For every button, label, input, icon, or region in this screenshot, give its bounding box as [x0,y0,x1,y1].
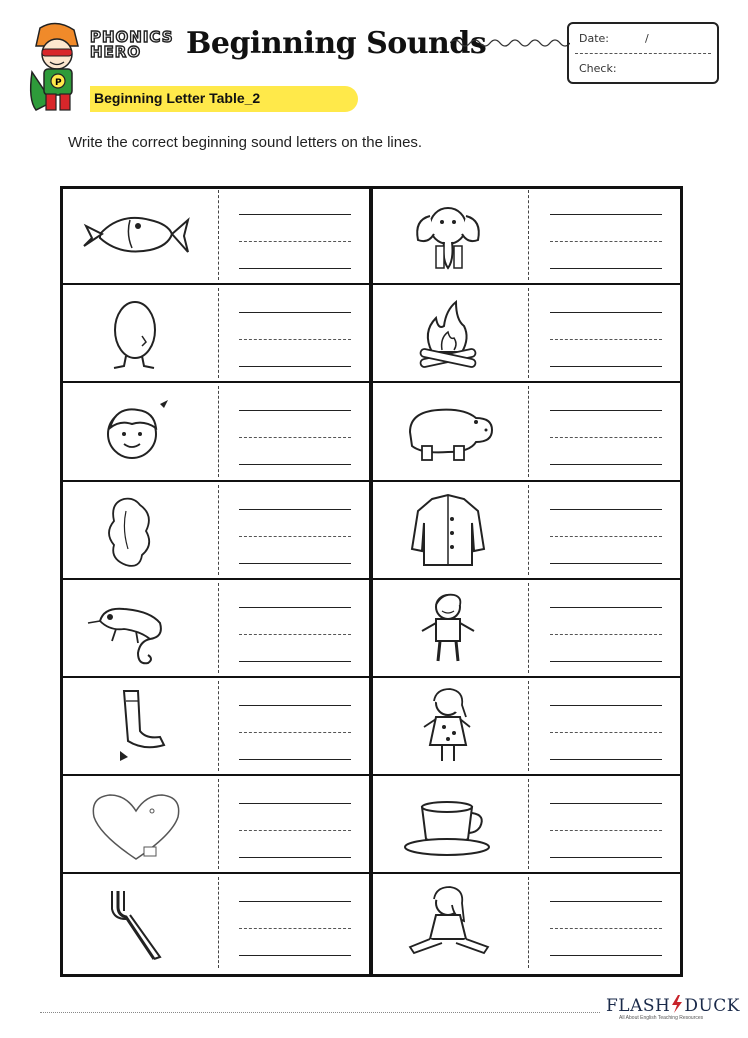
topline [550,607,662,608]
topline [239,312,351,313]
answer-writing-lines[interactable] [239,509,351,569]
date-check-box [567,22,719,84]
answer-writing-lines[interactable] [239,410,351,470]
topline [550,214,662,215]
answer-writing-lines[interactable] [550,705,662,765]
girl-icon [392,685,502,767]
midline-dashed [550,241,662,242]
table-row-divider [60,283,683,285]
fire-icon [392,292,502,374]
midline-dashed [239,437,351,438]
answer-writing-lines[interactable] [550,901,662,961]
cell-dashed-separator [218,485,219,575]
table-row-divider [60,676,683,678]
phonics-hero-mascot-icon [26,22,88,114]
midline-dashed [239,830,351,831]
baseline [550,563,662,564]
date-check-divider [575,53,711,54]
egg-icon [80,292,190,374]
svg-text:P: P [55,78,62,88]
cell-dashed-separator [218,288,219,378]
hair-icon [80,489,190,571]
table-row-divider [60,480,683,482]
cell-dashed-separator [528,583,529,673]
baseline [550,464,662,465]
face-icon [80,390,190,472]
instruction-text: Write the correct beginning sound letters on the lines. [68,134,423,151]
midline-dashed [550,732,662,733]
brand-left: FLASH [606,996,671,1016]
answer-writing-lines[interactable] [239,901,351,961]
baseline [550,759,662,760]
fork-icon [80,881,190,963]
baseline [239,268,351,269]
baseline [550,268,662,269]
baseline [239,366,351,367]
answer-writing-lines[interactable] [550,214,662,274]
topline [239,509,351,510]
cell-dashed-separator [528,190,529,280]
midline-dashed [239,634,351,635]
fish-icon [80,194,190,276]
answer-writing-lines[interactable] [550,509,662,569]
chameleon-icon [80,587,190,669]
midline-dashed [239,339,351,340]
cell-dashed-separator [218,681,219,771]
baseline [550,955,662,956]
hippo-icon [392,390,502,472]
tagline-right: Teaching Resources [657,1015,704,1021]
tagline-left: All About English [619,1015,657,1021]
table-row-divider [60,872,683,874]
page-title: Beginning Sounds [186,26,487,61]
cell-dashed-separator [218,190,219,280]
cell-dashed-separator [218,583,219,673]
midline-dashed [550,830,662,831]
logo-line-2: HERO [90,43,142,61]
table-row-divider [60,381,683,383]
answer-writing-lines[interactable] [239,705,351,765]
cell-dashed-separator [218,877,219,967]
brand-right: DUCK [684,996,741,1016]
baseline [239,857,351,858]
phonics-hero-logo [90,30,176,60]
boy-icon [392,587,502,669]
topline [239,901,351,902]
cell-dashed-separator [528,681,529,771]
midline-dashed [550,536,662,537]
cell-dashed-separator [528,779,529,869]
midline-dashed [550,437,662,438]
brand-tagline [619,1015,703,1021]
logo-line-1: PHONICS [90,28,174,46]
answer-writing-lines[interactable] [239,607,351,667]
topline [550,803,662,804]
topline [550,705,662,706]
cup-icon [392,783,502,865]
check-label: Check: [579,62,617,75]
answer-writing-lines[interactable] [550,410,662,470]
cell-dashed-separator [528,485,529,575]
topline [550,509,662,510]
baseline [239,955,351,956]
arm-icon [80,685,190,767]
answer-writing-lines[interactable] [239,803,351,863]
table-row-divider [60,578,683,580]
doll-icon [392,881,502,963]
answer-writing-lines[interactable] [239,214,351,274]
topline [239,410,351,411]
footer-dotted-line [40,1012,600,1013]
midline-dashed [239,928,351,929]
coat-icon [392,489,502,571]
elephant-icon [392,194,502,276]
baseline [239,661,351,662]
topline [239,803,351,804]
table-center-divider [369,186,373,977]
squiggle-divider-icon [450,36,570,50]
topline [550,410,662,411]
date-label: Date: [579,32,609,45]
cell-dashed-separator [528,877,529,967]
date-separator: / [645,32,649,45]
answer-writing-lines[interactable] [550,803,662,863]
table-row-divider [60,774,683,776]
baseline [550,857,662,858]
answer-writing-lines[interactable] [550,312,662,372]
cell-dashed-separator [218,386,219,476]
heart-icon [80,783,190,865]
midline-dashed [550,928,662,929]
midline-dashed [550,339,662,340]
brand-name [606,995,740,1016]
worksheet-subtitle: Beginning Letter Table_2 [94,90,261,106]
topline [239,705,351,706]
topline [550,901,662,902]
midline-dashed [239,732,351,733]
topline [239,214,351,215]
answer-writing-lines[interactable] [239,312,351,372]
midline-dashed [239,241,351,242]
lightning-bolt-icon [670,995,684,1013]
topline [550,312,662,313]
baseline [239,464,351,465]
cell-dashed-separator [528,386,529,476]
midline-dashed [550,634,662,635]
topline [239,607,351,608]
midline-dashed [239,536,351,537]
cell-dashed-separator [218,779,219,869]
baseline [239,759,351,760]
flashduck-brand [606,995,741,1023]
cell-dashed-separator [528,288,529,378]
baseline [550,661,662,662]
baseline [550,366,662,367]
answer-writing-lines[interactable] [550,607,662,667]
baseline [239,563,351,564]
